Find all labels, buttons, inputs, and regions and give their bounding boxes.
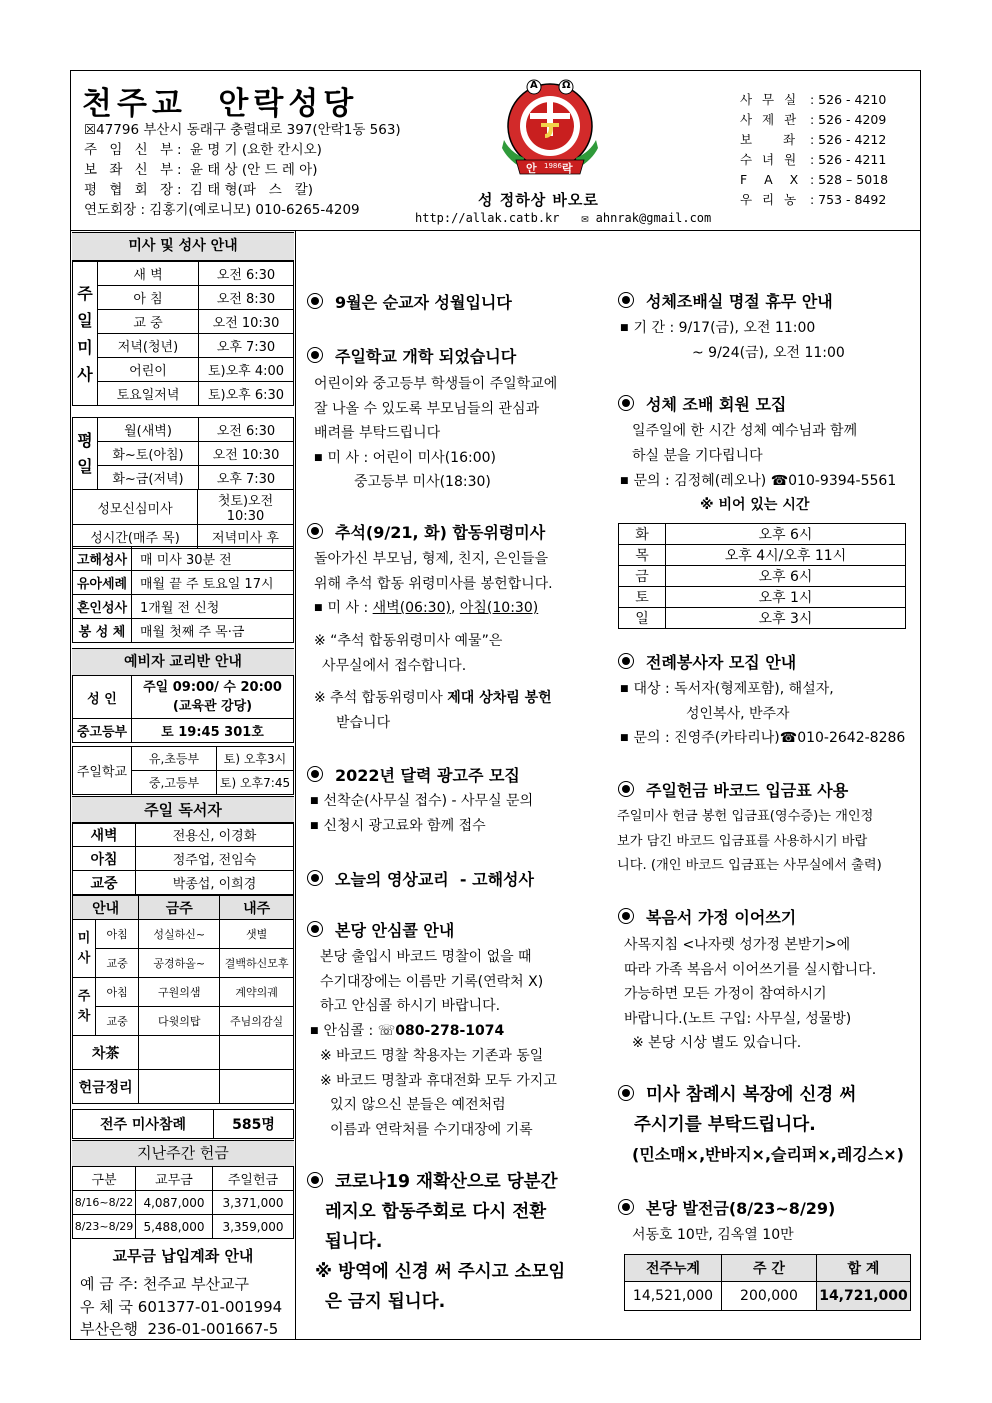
mass-schedule-title: 미사 및 성사 안내	[72, 232, 294, 261]
square-bullet-icon: ■	[620, 684, 629, 694]
mass-time: 오전 10:30	[199, 310, 294, 334]
church-address: ☒47796 부산시 동래구 충렬대로 397(안락1동 563)	[84, 122, 401, 138]
contact-row	[740, 170, 888, 190]
offering-count-label: 헌금정리	[73, 1070, 139, 1104]
sacrament-table	[72, 546, 294, 643]
offering-sunday: 3,359,000	[213, 1215, 294, 1239]
bullet-circle-icon	[618, 395, 634, 411]
mass-name: 토요일저녁	[98, 382, 199, 406]
adoration-empty-label: ※ 비어 있는 시간	[700, 497, 810, 513]
weekday-mass-table	[72, 417, 294, 490]
mass-time: 첫토)오전 10:30	[198, 490, 294, 525]
square-bullet-icon: ■	[314, 603, 323, 613]
bullet-circle-icon	[307, 921, 323, 937]
fund-week-amount: 200,000	[722, 1282, 817, 1311]
account-post-office: 우 체 국 601377-01-001994	[80, 1298, 283, 1316]
pastor-label: 주 임 신 부:	[84, 142, 186, 158]
adult-class-time: 주일 09:00/ 수 20:00	[143, 680, 282, 695]
empty-time: 오후 3시	[666, 608, 906, 629]
safe-call-number: ■ 안심콜 : ☏080-278-1074	[310, 1023, 505, 1039]
attendance-value: 585명	[214, 1110, 294, 1139]
sacrament-value: 1개월 전 신청	[132, 595, 294, 619]
mass-name: 새 벽	[98, 262, 199, 286]
sacrament-name: 고해성사	[73, 547, 132, 571]
square-bullet-icon: ■	[620, 323, 629, 333]
logo-left-text: 안	[526, 162, 537, 175]
account-busan-bank: 부산은행 236-01-001667-5	[80, 1320, 279, 1338]
table-row	[73, 1036, 294, 1070]
table-row	[73, 1007, 294, 1036]
offering-period: 8/23~8/29	[73, 1215, 136, 1239]
chuseok-note-2: ※ 추석 합동위령미사 제대 상차림 봉헌 받습니다	[314, 690, 552, 731]
offering-sunday: 3,371,000	[213, 1191, 294, 1215]
mass-name: 아 침	[98, 286, 199, 310]
reader-mass: 새벽	[73, 823, 136, 847]
contact-label: 우 리 농	[740, 192, 800, 207]
reader-names: 정주업, 전임숙	[136, 847, 294, 871]
table-row	[619, 608, 906, 629]
duty-table	[72, 895, 294, 1104]
pastor-line	[84, 140, 322, 160]
contact-row	[740, 110, 888, 130]
duty-this-week: 구원의샘	[139, 978, 220, 1007]
contact-number: : 526 - 4209	[810, 112, 887, 127]
dress-code-notice: 미사 참례시 복장에 신경 써 주시기를 부탁드립니다. (민소매×,반바지×,슬리퍼×,레깅스×)	[618, 1080, 904, 1170]
mass-time: 오전 6:30	[199, 418, 294, 442]
square-bullet-icon: ■	[310, 796, 319, 806]
contact-label: F A X	[740, 172, 802, 187]
mass-name: 성시간(매주 목)	[73, 525, 198, 549]
sunday-mass-table	[72, 261, 294, 406]
chuseok-note-1: ※ “추석 합동위령미사 예물”은 사무실에서 접수합니다.	[314, 633, 503, 674]
table-row	[73, 262, 294, 286]
square-bullet-icon: ■	[310, 820, 319, 831]
table-row	[73, 358, 294, 382]
table-row	[73, 418, 294, 442]
adoration-closure-body: ■ 기 간 : 9/17(금), 오전 11:00 ~ 9/24(금), 오전 11:00	[620, 320, 845, 361]
empty-time: 오후 6시	[666, 524, 906, 545]
parish-logo	[500, 78, 600, 182]
adoration-member-body: 일주일에 한 시간 성체 예수님과 함께 하실 분을 기다립니다	[632, 423, 858, 464]
sacrament-name: 유아세례	[73, 571, 132, 595]
table-row	[73, 490, 294, 525]
table-row	[73, 871, 294, 895]
calendar-ad-body: ■ 선착순(사무실 접수) - 사무실 문의 ■ 신청시 광고료와 함께 접수	[310, 793, 534, 834]
empty-day: 토	[619, 587, 666, 608]
bullet-circle-icon	[618, 292, 634, 308]
chuseok-body: 돌아가신 부모님, 형제, 친지, 은인들을 위해 추석 합동 위령미사를 봉헌합니다. ■ 미 사 : 새벽(06:30), 아침(10:30)	[314, 551, 553, 616]
sunday-mass-label: 주일미사	[73, 262, 98, 406]
school-time: 토) 오후7:45	[217, 771, 294, 795]
council-line	[84, 180, 313, 200]
table-row	[73, 1167, 294, 1191]
table-row	[73, 823, 294, 847]
sunday-school-label: 주일학교	[73, 747, 132, 795]
duty-head-next-week: 내주	[220, 896, 294, 920]
church-title: 천주교 안락성당	[82, 86, 359, 122]
safe-call-heading: 본당 안심콜 안내	[307, 918, 454, 941]
contact-label: 보 좌	[740, 132, 799, 147]
mass-time: 오전 8:30	[199, 286, 294, 310]
gospel-copy-body: 사목지침 <나자렛 성가정 본받기>에 따라 가족 복음서 이어쓰기를 실시합니다. 가능하면 모든 가정이 참여하시기 바랍니다.(노트 구입: 사무실, 성물방) ※ 본당 시상 별도 있습니다.	[624, 937, 877, 1051]
duty-mass: 아침	[96, 978, 139, 1007]
reader-names: 박종섭, 이희경	[136, 871, 294, 895]
contact-label: 사 무 실	[740, 92, 800, 107]
school-group: 중,고등부	[132, 771, 217, 795]
contact-number: : 526 - 4210	[810, 92, 887, 107]
duty-head-this-week: 금주	[139, 896, 220, 920]
sunday-school-heading: 주일학교 개학 되었습니다	[307, 344, 516, 367]
assistant-name: 윤 태 상 (안 드 레 아)	[189, 162, 318, 178]
development-fund-heading: 본당 발전금(8/23~8/29)	[618, 1196, 835, 1219]
offering-tithe: 5,488,000	[136, 1215, 213, 1239]
covid-legio-notice: 코로나19 재확산으로 당분간 레지오 합동주회로 다시 전환 됩니다. ※ 방역에 신경 써 주시고 소모임 은 금지 됩니다.	[307, 1167, 565, 1317]
table-row	[73, 595, 294, 619]
pastor-name: 윤 명 기 (요한 칸시오)	[189, 142, 322, 158]
tea-duty-label: 차茶	[73, 1036, 139, 1070]
phone-directory	[740, 90, 888, 210]
empty-day: 화	[619, 524, 666, 545]
attendance-label: 전주 미사참례	[73, 1110, 214, 1139]
logo-right-text: 락	[562, 162, 573, 175]
liturgy-server-heading: 전례봉사자 모집 안내	[618, 650, 796, 673]
mass-name: 월(새벽)	[98, 418, 199, 442]
reader-mass: 교중	[73, 871, 136, 895]
mass-name: 화~토(아침)	[98, 442, 199, 466]
empty-day: 일	[619, 608, 666, 629]
table-row	[73, 1070, 294, 1104]
table-row	[73, 525, 294, 549]
reader-title: 주일 독서자	[72, 796, 294, 824]
adoration-closure-heading: 성체조배실 명절 휴무 안내	[618, 289, 833, 312]
homepage-link[interactable]: http://allak.catb.kr	[415, 211, 560, 225]
adult-class-label: 성 인	[73, 676, 132, 719]
empty-time: 오후 6시	[666, 566, 906, 587]
video-catechesis-heading: 오늘의 영상교리 - 고해성사	[307, 867, 534, 890]
youth-class-value: 토 19:45 301호	[132, 719, 294, 743]
adult-class-value	[132, 676, 294, 719]
fund-head-week: 주 간	[722, 1255, 817, 1282]
table-row	[73, 676, 294, 719]
contact-number: : 526 - 4212	[810, 132, 887, 147]
table-row	[73, 978, 294, 1007]
sunday-school-table	[72, 746, 294, 795]
duty-mass: 아침	[96, 920, 139, 949]
table-row	[73, 1191, 294, 1215]
adoration-contact: ■ 문의 : 김정혜(레오나) ☎010-9394-5561	[620, 473, 897, 489]
bullet-circle-icon	[307, 347, 323, 363]
offering-table	[72, 1166, 294, 1239]
duty-this-week: 공경하올~	[139, 949, 220, 978]
council-name: 김 태 형(파 스 칼)	[189, 182, 314, 198]
barcode-body: 주일미사 헌금 봉헌 입금표(영수증)는 개인정 보가 담긴 바코드 입금표를 사용하시기 바랍 니다. (개인 바코드 입금표는 사무실에서 출력)	[617, 809, 882, 873]
logo-alpha: A	[530, 80, 538, 91]
duty-next-week: 샛별	[220, 920, 294, 949]
bullet-circle-icon	[307, 293, 323, 309]
sacrament-value: 매 미사 30분 전	[132, 547, 294, 571]
duty-mass-label: 미사	[73, 920, 96, 978]
offering-count-next-week	[220, 1070, 294, 1104]
barcode-heading: 주일헌금 바코드 입금표 사용	[618, 778, 848, 801]
table-row	[625, 1255, 911, 1282]
contact-row	[740, 90, 888, 110]
duty-next-week: 계약의궤	[220, 978, 294, 1007]
email-link[interactable]: ahnrak@gmail.com	[595, 211, 712, 225]
square-bullet-icon: ■	[310, 1026, 319, 1036]
sacrament-name: 봉 성 체	[73, 619, 132, 643]
bullet-circle-icon	[618, 1199, 634, 1215]
duty-this-week: 성실하신~	[139, 920, 220, 949]
mass-name: 어린이	[98, 358, 199, 382]
bullet-circle-icon	[618, 781, 634, 797]
contact-number: : 753 - 8492	[810, 192, 887, 207]
contact-number: : 526 - 4211	[810, 152, 887, 167]
adoration-empty-table	[618, 523, 906, 629]
account-holder: 예 금 주: 천주교 부산교구	[80, 1275, 250, 1293]
offering-head-sunday: 주일헌금	[213, 1167, 294, 1191]
safe-call-notes: ※ 바코드 명찰 착용자는 기존과 동일 ※ 바코드 명찰과 휴대전화 모두 가지고 있지 않으신 분들은 예전처럼 이름과 연락처를 수기대장에 기록	[320, 1048, 557, 1138]
logo-year: 1986	[544, 162, 562, 170]
table-row	[73, 1110, 294, 1139]
table-row	[619, 524, 906, 545]
sacrament-value: 매월 첫째 주 목·금	[132, 619, 294, 643]
mass-time: 오전 6:30	[199, 262, 294, 286]
header-divider	[70, 230, 921, 231]
table-row	[73, 847, 294, 871]
table-row	[73, 547, 294, 571]
bullet-circle-icon	[307, 870, 323, 886]
tea-duty-next-week	[220, 1036, 294, 1070]
mass-time: 토)오후 6:30	[199, 382, 294, 406]
duty-mass: 교중	[96, 1007, 139, 1036]
table-row	[73, 1215, 294, 1239]
bullet-circle-icon	[307, 523, 323, 539]
development-fund-table	[624, 1254, 911, 1311]
table-row	[73, 466, 294, 490]
square-bullet-icon: ■	[620, 476, 629, 486]
table-row	[73, 920, 294, 949]
mass-time: 토)오후 4:00	[199, 358, 294, 382]
duty-mass: 교중	[96, 949, 139, 978]
empty-day: 목	[619, 545, 666, 566]
table-row	[73, 719, 294, 743]
left-column-divider	[295, 230, 296, 1340]
bullet-circle-icon	[307, 1172, 323, 1188]
school-body: 어린이와 중고등부 학생들이 주일학교에 잘 나올 수 있도록 부모님들의 관심과 배려를 부탁드립니다 ■ 미 사 : 어린이 미사(16:00) 중고등부 미사(18:30)	[314, 376, 558, 490]
fund-head-total: 합 계	[817, 1255, 911, 1282]
duty-this-week: 다윗의탑	[139, 1007, 220, 1036]
tea-duty-this-week	[139, 1036, 220, 1070]
table-row	[619, 566, 906, 587]
sacrament-value: 매월 끝 주 토요일 17시	[132, 571, 294, 595]
offering-head-period: 구분	[73, 1167, 136, 1191]
adoration-member-heading: 성체 조배 회원 모집	[618, 392, 786, 415]
contact-row	[740, 130, 888, 150]
table-row	[73, 442, 294, 466]
account-title: 교무금 납입계좌 안내	[112, 1247, 254, 1265]
duty-parking-label: 주차	[73, 978, 96, 1036]
table-row	[73, 382, 294, 406]
weekday-mass-label: 평일	[73, 418, 98, 490]
mass-time: 저녁미사 후	[198, 525, 294, 549]
offering-head-tithe: 교무금	[136, 1167, 213, 1191]
table-row	[73, 619, 294, 643]
mass-time: 오후 7:30	[199, 334, 294, 358]
attendance-table	[72, 1109, 294, 1139]
contact-label: 수 녀 원	[740, 152, 800, 167]
bullet-circle-icon	[307, 766, 323, 782]
contact-row	[740, 150, 888, 170]
fund-grand-total: 14,721,000	[817, 1282, 911, 1311]
contact-label: 사 제 관	[740, 112, 800, 127]
association-line: 연도회장 : 김홍기(예로니모) 010-6265-4209	[84, 202, 360, 218]
offering-tithe: 4,087,000	[136, 1191, 213, 1215]
web-contacts	[415, 211, 711, 225]
mass-time: 오전 10:30	[199, 442, 294, 466]
liturgy-server-body: ■ 대상 : 독서자(형제포함), 해설자, 성인복사, 반주자 ■ 문의 : 진영주(카타리나)☎010-2642-8286	[620, 681, 906, 746]
offering-period: 8/16~8/22	[73, 1191, 136, 1215]
table-row	[73, 286, 294, 310]
table-row	[73, 896, 294, 920]
mass-name: 화~금(저녁)	[98, 466, 199, 490]
assistant-line	[84, 160, 317, 180]
table-row	[73, 949, 294, 978]
bullet-circle-icon	[618, 1085, 634, 1101]
youth-class-label: 중고등부	[73, 719, 132, 743]
table-row	[73, 310, 294, 334]
special-mass-table	[72, 489, 294, 549]
table-row	[619, 545, 906, 566]
fund-head-previous: 전주누계	[625, 1255, 722, 1282]
empty-time: 오후 1시	[666, 587, 906, 608]
duty-head-guide: 안내	[73, 896, 139, 920]
table-row	[73, 571, 294, 595]
reader-table	[72, 822, 294, 895]
square-bullet-icon: ■	[314, 452, 323, 463]
safe-call-body: 본당 출입시 바코드 명찰이 없을 때 수기대장에는 이름만 기록(연락처 X) 하고 안심콜 하시기 바랍니다.	[320, 949, 544, 1014]
offering-count-this-week	[139, 1070, 220, 1104]
mass-name: 저녁(청년)	[98, 334, 199, 358]
table-row	[73, 747, 294, 771]
mass-name: 성모신심미사	[73, 490, 198, 525]
contact-number: : 528 – 5018	[810, 172, 889, 187]
square-bullet-icon: ■	[620, 733, 629, 743]
table-row	[625, 1282, 911, 1311]
reader-names: 전용신, 이경화	[136, 823, 294, 847]
duty-next-week: 주님의감실	[220, 1007, 294, 1036]
patron-saint: 성 정하상 바오로	[478, 191, 599, 209]
assistant-label: 보 좌 신 부:	[84, 162, 186, 178]
school-time: 토) 오후3시	[217, 747, 294, 771]
chuseok-heading: 추석(9/21, 화) 합동위령미사	[307, 520, 545, 543]
council-label: 평 협 회 장:	[84, 182, 186, 198]
mail-icon: ✉	[581, 211, 589, 225]
development-fund-donors: 서동호 10만, 김옥열 10만	[632, 1227, 794, 1243]
offering-title: 지난주간 헌금	[72, 1140, 294, 1167]
empty-time: 오후 4시/오후 11시	[666, 545, 906, 566]
duty-next-week: 결백하신모후	[220, 949, 294, 978]
empty-day: 금	[619, 566, 666, 587]
contact-row	[740, 190, 888, 210]
logo-omega: Ω	[562, 80, 571, 91]
adult-class-place: (교육관 강당)	[172, 699, 253, 714]
martyr-month-heading: 9월은 순교자 성월입니다	[307, 290, 512, 313]
gospel-copy-heading: 복음서 가정 이어쓰기	[618, 905, 796, 928]
mass-name: 교 중	[98, 310, 199, 334]
bullet-circle-icon	[618, 908, 634, 924]
school-group: 유,초등부	[132, 747, 217, 771]
bullet-circle-icon	[618, 653, 634, 669]
calendar-ad-heading: 2022년 달력 광고주 모집	[307, 763, 520, 786]
reader-mass: 아침	[73, 847, 136, 871]
catechumen-title: 예비자 교리반 안내	[72, 648, 294, 676]
table-row	[73, 334, 294, 358]
sacrament-name: 혼인성사	[73, 595, 132, 619]
fund-previous-total: 14,521,000	[625, 1282, 722, 1311]
mass-time: 오후 7:30	[199, 466, 294, 490]
catechumen-table	[72, 675, 294, 743]
table-row	[619, 587, 906, 608]
